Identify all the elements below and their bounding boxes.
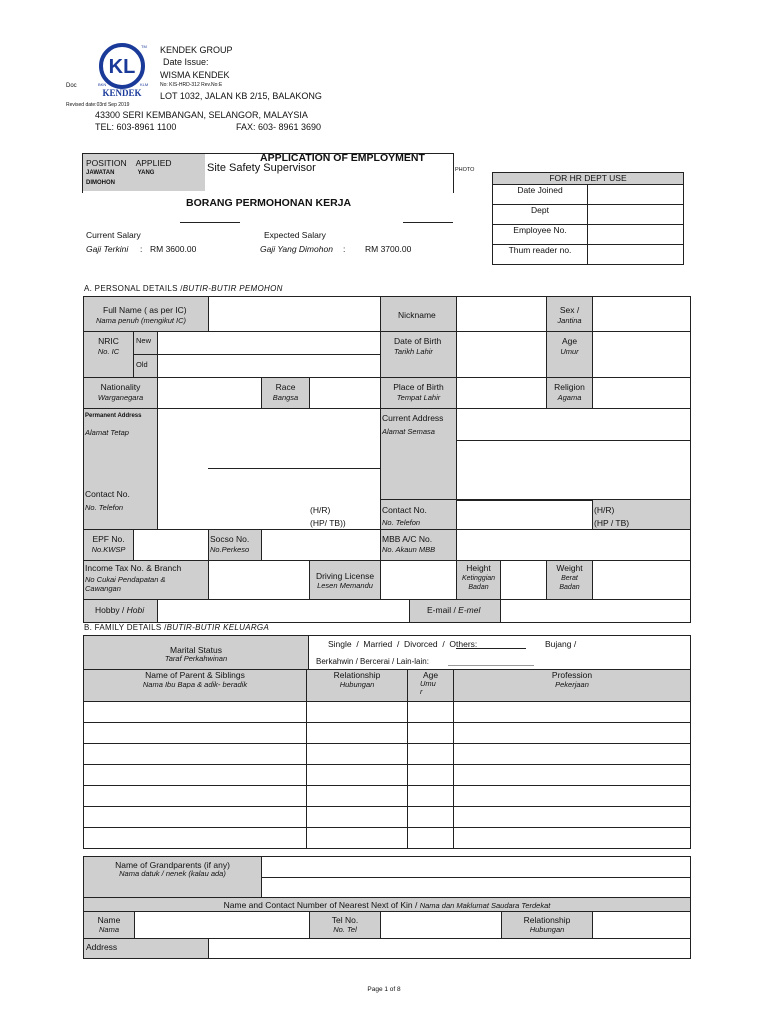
grandparents-label: Name of Grandparents (if any) bbox=[115, 860, 230, 870]
hr-thumb-reader-field[interactable] bbox=[588, 245, 684, 265]
grandparents-field-1[interactable] bbox=[261, 856, 691, 878]
contact-label-right-my: No. Telefon bbox=[382, 518, 421, 527]
hr-label-right: (H/R) bbox=[594, 505, 615, 515]
nickname-label: Nickname bbox=[398, 310, 436, 320]
family-age-cell[interactable] bbox=[408, 807, 454, 828]
personal-section-title-en: A. PERSONAL DETAILS / bbox=[84, 284, 183, 293]
family-name-cell[interactable] bbox=[84, 765, 307, 786]
nok-relationship-field[interactable] bbox=[592, 911, 691, 939]
hobby-label-my: Hobi bbox=[126, 605, 145, 615]
hr-employee-no-field[interactable] bbox=[588, 225, 684, 245]
family-row[interactable] bbox=[84, 765, 691, 786]
parent-header-label-my: Nama Ibu Bapa & adik- beradik bbox=[142, 680, 248, 689]
relationship-header-label: Relationship bbox=[333, 670, 381, 680]
perm-address-field[interactable] bbox=[157, 408, 381, 530]
personal-section-title bbox=[84, 284, 283, 293]
nok-tel-field[interactable] bbox=[380, 911, 502, 939]
form-subtitle: BORANG PERMOHONAN KERJA bbox=[186, 197, 352, 209]
nok-relationship-label-my: Hubungan bbox=[529, 925, 565, 934]
age-header-label-my: Umu r bbox=[420, 679, 436, 696]
logo-tm: TM bbox=[141, 44, 147, 49]
family-name-cell[interactable] bbox=[84, 723, 307, 744]
family-section-title bbox=[84, 623, 269, 632]
contact-label-right: Contact No. bbox=[382, 505, 427, 515]
nok-name-label: Name bbox=[97, 915, 121, 925]
marital-options-underline bbox=[456, 648, 526, 649]
hobby-label-en: Hobby / bbox=[95, 605, 127, 615]
family-relationship-cell[interactable] bbox=[307, 723, 408, 744]
age-header bbox=[408, 670, 454, 702]
doc-label: Doc bbox=[66, 83, 77, 89]
profession-header-label-my: Pekerjaan bbox=[555, 680, 589, 689]
family-profession-cell[interactable] bbox=[454, 744, 691, 765]
curr-address-label: Current Address bbox=[382, 413, 444, 423]
nok-title bbox=[83, 900, 691, 910]
expected-salary-label-my: Gaji Yang Dimohon bbox=[260, 244, 333, 254]
mbb-label: MBB A/C No. bbox=[382, 534, 433, 544]
logo-right: KLM bbox=[140, 82, 149, 87]
hr-row-date-joined: Date Joined bbox=[493, 185, 588, 205]
expected-salary-label: Expected Salary bbox=[264, 230, 326, 240]
family-profession-cell[interactable] bbox=[454, 702, 691, 723]
family-name-cell[interactable] bbox=[84, 786, 307, 807]
marital-options-my-1: Bujang / bbox=[545, 639, 577, 649]
subtitle-rule-left bbox=[180, 222, 240, 223]
address-line-2: 43300 SERI KEMBANGAN, SELANGOR, MALAYSIA bbox=[95, 110, 308, 120]
family-row[interactable] bbox=[84, 786, 691, 807]
age-header-label: Age bbox=[422, 670, 439, 680]
nationality-field[interactable] bbox=[157, 377, 262, 409]
hr-row-employee-no: Employee No. bbox=[493, 225, 588, 245]
hr-dept-box bbox=[492, 172, 684, 265]
family-profession-cell[interactable] bbox=[454, 723, 691, 744]
socso-label: Socso No. bbox=[210, 534, 250, 544]
nric-new-label: New bbox=[136, 336, 152, 345]
family-profession-cell[interactable] bbox=[454, 786, 691, 807]
hobby-field[interactable] bbox=[157, 599, 410, 623]
pob-label-my: Tempat Lahir bbox=[396, 393, 441, 402]
doc-number: No: KIS-HRD-312 Rev.No:E bbox=[160, 82, 223, 88]
dob-label-my: Tarikh Lahir bbox=[394, 347, 433, 356]
email-field[interactable] bbox=[500, 599, 691, 623]
full-name-label-my: Nama penuh (mengikut IC) bbox=[96, 316, 187, 325]
dob-label: Date of Birth bbox=[394, 336, 442, 346]
license-field[interactable] bbox=[380, 560, 457, 600]
expected-salary-value[interactable]: RM 3700.00 bbox=[365, 244, 412, 254]
socso-field[interactable] bbox=[261, 529, 381, 561]
logo-left: BKN bbox=[98, 82, 107, 87]
income-tax-field[interactable] bbox=[208, 560, 310, 600]
email-label-en: E-mail / bbox=[427, 605, 459, 615]
family-age-cell[interactable] bbox=[408, 744, 454, 765]
family-name-cell[interactable] bbox=[84, 828, 307, 849]
grandparents-field-2[interactable] bbox=[261, 877, 691, 898]
family-name-cell[interactable] bbox=[84, 807, 307, 828]
perm-address-label-my: Alamat Tetap bbox=[85, 428, 129, 437]
family-relationship-cell[interactable] bbox=[307, 828, 408, 849]
email-label bbox=[427, 605, 480, 615]
family-name-cell[interactable] bbox=[84, 702, 307, 723]
revised-date: Revised date:03rd Sep 2019 bbox=[66, 102, 130, 108]
family-row[interactable] bbox=[84, 807, 691, 828]
height-field[interactable] bbox=[500, 560, 547, 600]
mbb-field[interactable] bbox=[456, 529, 691, 561]
epf-field[interactable] bbox=[133, 529, 209, 561]
family-relationship-cell[interactable] bbox=[307, 786, 408, 807]
age-label: Age bbox=[561, 336, 578, 346]
race-label: Race bbox=[275, 382, 296, 392]
family-table bbox=[83, 669, 691, 849]
company-name: KENDEK GROUP bbox=[160, 45, 233, 55]
contact-label-left-my: No. Telefon bbox=[85, 503, 124, 512]
profession-header-label: Profession bbox=[551, 670, 593, 680]
perm-address-label: Permanent Address bbox=[85, 413, 142, 419]
age-field[interactable] bbox=[592, 331, 691, 378]
income-tax-label-my: No Cukai Pendapatan & Cawangan bbox=[85, 575, 166, 593]
family-age-cell[interactable] bbox=[408, 765, 454, 786]
logo-text: KENDEK bbox=[102, 88, 142, 98]
hr-row-thumb-reader: Thum reader no. bbox=[493, 245, 588, 265]
contact-field-right[interactable] bbox=[456, 499, 593, 530]
nok-tel-label: Tel No. bbox=[331, 915, 359, 925]
nok-relationship-label: Relationship bbox=[523, 915, 571, 925]
profession-header bbox=[454, 670, 691, 702]
position-label: POSITION APPLIED bbox=[86, 158, 172, 168]
family-name-cell[interactable] bbox=[84, 744, 307, 765]
perm-address-divider bbox=[208, 468, 381, 469]
income-tax-label: Income Tax No. & Branch bbox=[85, 563, 182, 573]
relationship-header bbox=[307, 670, 408, 702]
mbb-label-my: No. Akaun MBB bbox=[382, 545, 436, 554]
religion-field[interactable] bbox=[592, 377, 691, 409]
height-label: Height bbox=[466, 563, 491, 573]
family-age-cell[interactable] bbox=[408, 828, 454, 849]
curr-address-field[interactable] bbox=[456, 408, 691, 441]
nric-old-label: Old bbox=[136, 360, 148, 369]
race-field[interactable] bbox=[309, 377, 381, 409]
pob-label: Place of Birth bbox=[393, 382, 444, 392]
contact-label-left: Contact No. bbox=[85, 489, 130, 499]
full-name-field[interactable] bbox=[208, 296, 381, 332]
current-salary-label: Current Salary bbox=[86, 230, 141, 240]
nric-label: NRIC bbox=[98, 336, 119, 346]
hr-box-title: FOR HR DEPT USE bbox=[493, 173, 684, 185]
tel-number: TEL: 603-8961 1100 bbox=[95, 122, 177, 132]
position-label-my-2: DIMOHON bbox=[86, 180, 115, 186]
email-label-my: E-mel bbox=[458, 605, 481, 615]
nok-title-my: Nama dan Maklumat Saudara Terdekat bbox=[419, 901, 551, 910]
nric-label-my: No. IC bbox=[97, 347, 120, 356]
race-label-my: Bangsa bbox=[272, 393, 299, 402]
license-label-my: Lesen Memandu bbox=[317, 581, 373, 590]
nationality-label: Nationality bbox=[100, 382, 141, 392]
religion-label: Religion bbox=[554, 382, 585, 392]
marital-options-my-2: Berkahwin / Bercerai / Lain-lain: bbox=[316, 657, 429, 666]
fax-number: FAX: 603- 8961 3690 bbox=[236, 122, 322, 132]
hp-label-right: (HP / TB) bbox=[594, 518, 630, 528]
hr-date-joined-field[interactable] bbox=[588, 185, 684, 205]
family-table-header bbox=[84, 670, 691, 702]
family-age-cell[interactable] bbox=[408, 786, 454, 807]
company-logo bbox=[95, 42, 155, 98]
family-row[interactable] bbox=[84, 702, 691, 723]
sex-field[interactable] bbox=[592, 296, 691, 332]
address-line-1: LOT 1032, JALAN KB 2/15, BALAKONG bbox=[160, 91, 322, 101]
family-relationship-cell[interactable] bbox=[307, 744, 408, 765]
current-salary-label-my: Gaji Terkini bbox=[86, 244, 129, 254]
family-profession-cell[interactable] bbox=[454, 828, 691, 849]
socso-label-my: No.Perkeso bbox=[210, 545, 250, 554]
family-row[interactable] bbox=[84, 744, 691, 765]
current-salary-value[interactable]: RM 3600.00 bbox=[150, 244, 197, 254]
nok-tel-label-my: No. Tel bbox=[333, 925, 357, 934]
family-section-title-my: BUTIR-BUTIR KELUARGA bbox=[166, 623, 270, 632]
nok-title-en: Name and Contact Number of Nearest Next of Kin / bbox=[223, 900, 420, 910]
page-number: Page 1 of 8 bbox=[367, 986, 401, 993]
subtitle-rule-right bbox=[403, 222, 453, 223]
family-profession-cell[interactable] bbox=[454, 765, 691, 786]
hr-label-left: (H/R) bbox=[310, 505, 331, 515]
date-issue: Date Issue: bbox=[163, 57, 209, 67]
family-row[interactable] bbox=[84, 828, 691, 849]
nok-address-label: Address bbox=[86, 942, 118, 952]
curr-address-label-my: Alamat Semasa bbox=[382, 427, 435, 436]
sex-label: Sex / bbox=[559, 305, 580, 315]
family-relationship-cell[interactable] bbox=[307, 702, 408, 723]
religion-label-my: Agama bbox=[557, 393, 582, 402]
nric-new-field[interactable] bbox=[157, 331, 381, 355]
position-label-my-1: JAWATAN YANG bbox=[86, 170, 155, 176]
hr-row-dept: Dept bbox=[493, 205, 588, 225]
family-relationship-cell[interactable] bbox=[307, 765, 408, 786]
family-section-title-en: B. FAMILY DETAILS / bbox=[84, 623, 167, 632]
grandparents-label-my: Nama datuk / nenek (kalau ada) bbox=[119, 869, 226, 878]
age-label-my: Umur bbox=[560, 347, 579, 356]
logo-mark: KL bbox=[108, 56, 136, 78]
hr-dept-field[interactable] bbox=[588, 205, 684, 225]
curr-address-field-2[interactable] bbox=[456, 440, 691, 501]
family-relationship-cell[interactable] bbox=[307, 807, 408, 828]
hobby-label bbox=[95, 605, 144, 615]
nric-old-field[interactable] bbox=[157, 354, 381, 378]
weight-field[interactable] bbox=[592, 560, 691, 600]
family-age-cell[interactable] bbox=[408, 723, 454, 744]
nationality-label-my: Warganegara bbox=[97, 393, 144, 402]
nok-name-field[interactable] bbox=[134, 911, 310, 939]
marital-label: Marital Status bbox=[170, 645, 222, 655]
family-age-cell[interactable] bbox=[408, 702, 454, 723]
pob-field[interactable] bbox=[456, 377, 547, 409]
epf-label-my: No.KWSP bbox=[91, 545, 126, 554]
parent-header-label: Name of Parent & Siblings bbox=[145, 670, 245, 680]
position-applied-value[interactable]: Site Safety Supervisor bbox=[207, 162, 316, 174]
parent-header bbox=[84, 670, 307, 702]
relationship-header-label-my: Hubungan bbox=[339, 680, 375, 689]
current-salary-colon: : bbox=[140, 244, 143, 254]
dob-field[interactable] bbox=[456, 331, 547, 378]
weight-label-my: Berat Badan bbox=[559, 575, 580, 591]
full-name-label: Full Name ( as per IC) bbox=[103, 305, 187, 315]
expected-salary-colon: : bbox=[343, 244, 346, 254]
marital-label-my: Taraf Perkahwinan bbox=[164, 654, 228, 663]
photo-label: PHOTO bbox=[455, 167, 475, 173]
others-underline bbox=[448, 665, 534, 666]
sex-label-my: Jantina bbox=[557, 316, 582, 325]
epf-label: EPF No. bbox=[92, 534, 125, 544]
weight-label: Weight bbox=[556, 563, 583, 573]
personal-section-title-my: BUTIR-BUTIR PEMOHON bbox=[182, 284, 283, 293]
license-label: Driving License bbox=[315, 571, 375, 581]
application-title: APPLICATION OF EMPLOYMENT bbox=[260, 152, 425, 164]
nickname-field[interactable] bbox=[456, 296, 547, 332]
family-profession-cell[interactable] bbox=[454, 807, 691, 828]
height-label-my: Ketinggian Badan bbox=[461, 575, 496, 591]
marital-options: Single / Married / Divorced / Others: bbox=[328, 639, 478, 649]
nok-name-label-my: Nama bbox=[98, 925, 119, 934]
family-row[interactable] bbox=[84, 723, 691, 744]
building-name: WISMA KENDEK bbox=[160, 70, 230, 80]
hp-label-left: (HP/ TB)) bbox=[310, 518, 346, 528]
nok-address-field[interactable] bbox=[208, 938, 691, 959]
